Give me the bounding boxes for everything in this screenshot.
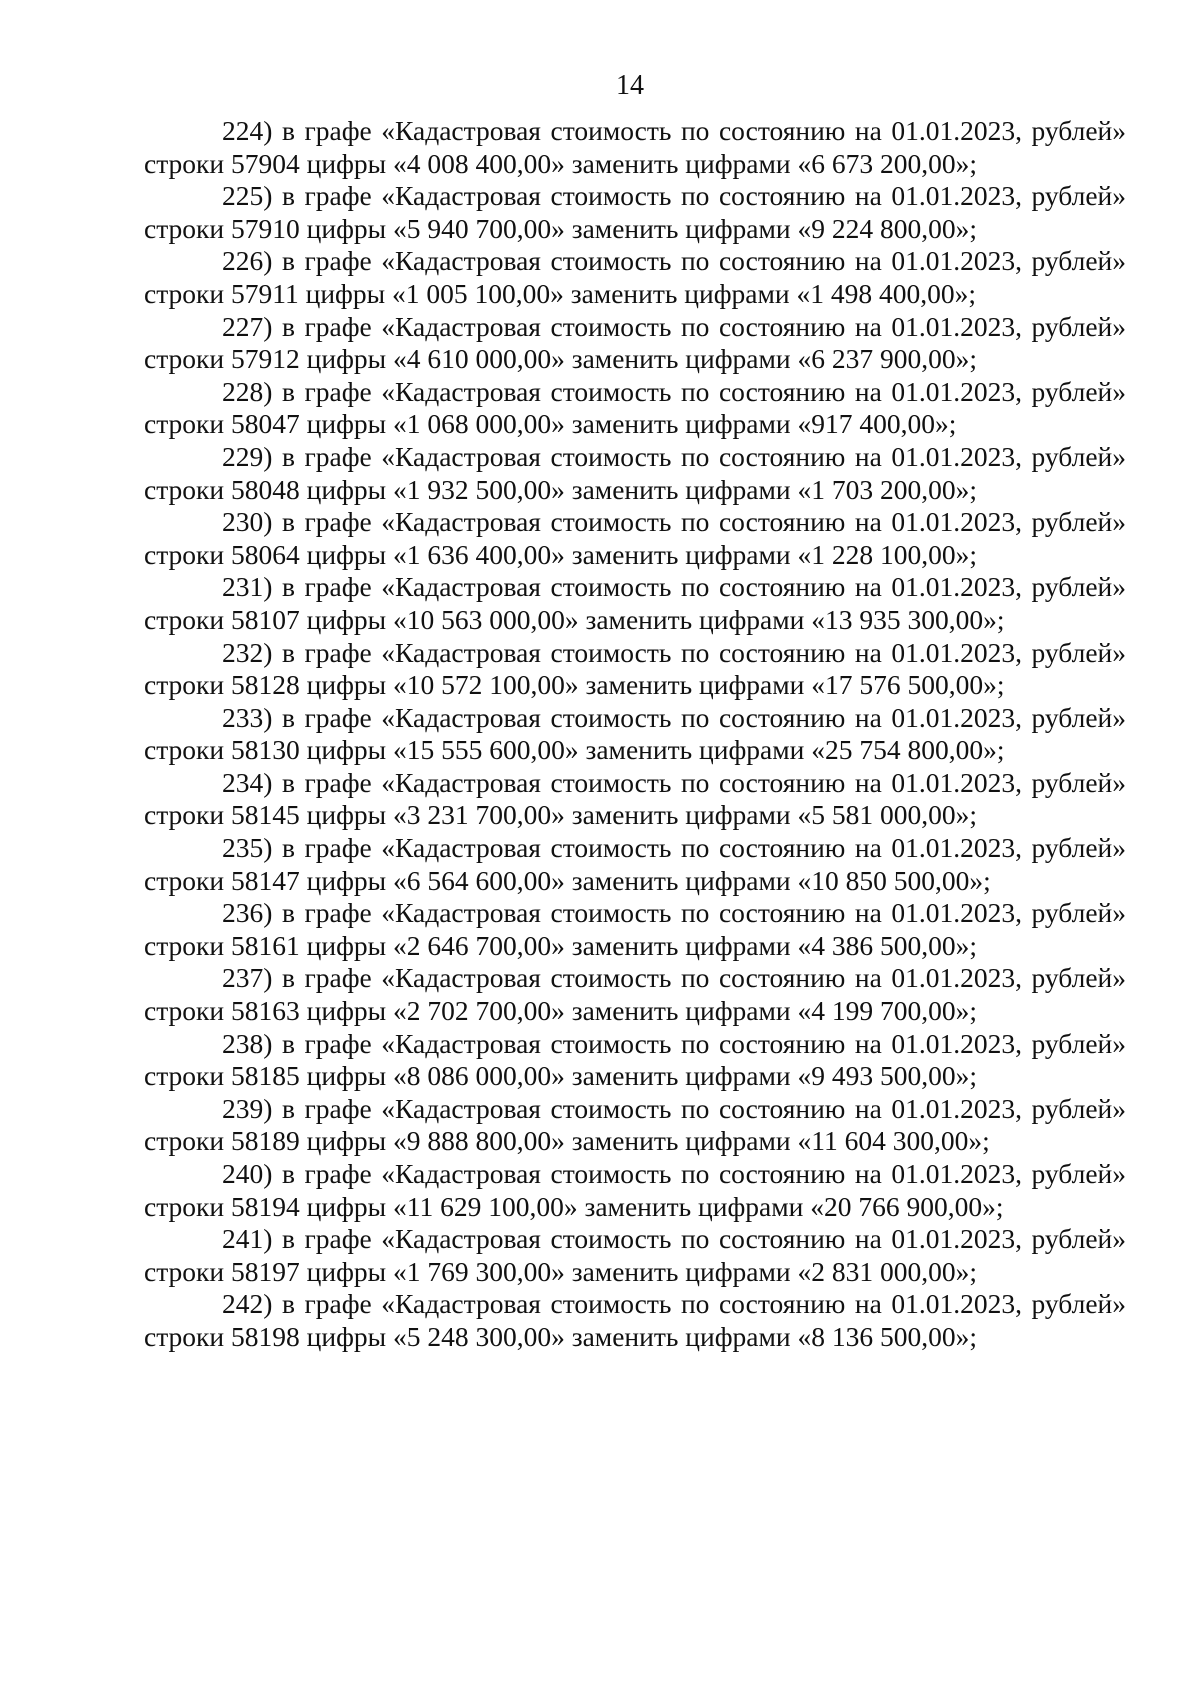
- amendment-item-232: 232) в графе «Кадастровая стоимость по состоянию на 01.01.2023, рублей» строки 58128 цифры «10 572 100,00» заменить цифрами «17 576 500,00»;: [144, 636, 1126, 701]
- amendment-item-237: 237) в графе «Кадастровая стоимость по состоянию на 01.01.2023, рублей» строки 58163 цифры «2 702 700,00» заменить цифрами «4 199 700,00»;: [144, 962, 1126, 1027]
- amendment-item-238: 238) в графе «Кадастровая стоимость по состоянию на 01.01.2023, рублей» строки 58185 цифры «8 086 000,00» заменить цифрами «9 493 500,00»;: [144, 1027, 1126, 1092]
- amendment-item-225: 225) в графе «Кадастровая стоимость по состоянию на 01.01.2023, рублей» строки 57910 цифры «5 940 700,00» заменить цифрами «9 224 800,00»;: [144, 180, 1126, 244]
- amendment-item-229: 229) в графе «Кадастровая стоимость по состоянию на 01.01.2023, рублей» строки 58048 цифры «1 932 500,00» заменить цифрами «1 703 200,00»;: [144, 440, 1126, 505]
- amendment-item-236: 236) в графе «Кадастровая стоимость по состоянию на 01.01.2023, рублей» строки 58161 цифры «2 646 700,00» заменить цифрами «4 386 500,00»;: [144, 897, 1126, 961]
- amendment-item-240: 240) в графе «Кадастровая стоимость по состоянию на 01.01.2023, рублей» строки 58194 цифры «11 629 100,00» заменить цифрами «20 766 900,00»;: [144, 1158, 1126, 1222]
- amendment-item-239: 239) в графе «Кадастровая стоимость по состоянию на 01.01.2023, рублей» строки 58189 цифры «9 888 800,00» заменить цифрами «11 604 300,00»;: [144, 1092, 1126, 1157]
- amendment-item-242: 242) в графе «Кадастровая стоимость по состоянию на 01.01.2023, рублей» строки 58198 цифры «5 248 300,00» заменить цифрами «8 136 500,00»;: [144, 1288, 1126, 1352]
- amendment-item-227: 227) в графе «Кадастровая стоимость по состоянию на 01.01.2023, рублей» строки 57912 цифры «4 610 000,00» заменить цифрами «6 237 900,00»;: [144, 310, 1126, 375]
- amendment-item-235: 235) в графе «Кадастровая стоимость по состоянию на 01.01.2023, рублей» строки 58147 цифры «6 564 600,00» заменить цифрами «10 850 500,00»;: [144, 832, 1126, 896]
- amendment-item-231: 231) в графе «Кадастровая стоимость по состоянию на 01.01.2023, рублей» строки 58107 цифры «10 563 000,00» заменить цифрами «13 935 300,00»;: [144, 571, 1126, 635]
- amendment-item-230: 230) в графе «Кадастровая стоимость по состоянию на 01.01.2023, рублей» строки 58064 цифры «1 636 400,00» заменить цифрами «1 228 100,00»;: [144, 506, 1126, 570]
- amendment-item-226: 226) в графе «Кадастровая стоимость по состоянию на 01.01.2023, рублей» строки 57911 цифры «1 005 100,00» заменить цифрами «1 498 400,00»;: [144, 245, 1126, 309]
- amendment-item-233: 233) в графе «Кадастровая стоимость по состоянию на 01.01.2023, рублей» строки 58130 цифры «15 555 600,00» заменить цифрами «25 754 800,00»;: [144, 701, 1126, 766]
- amendment-item-241: 241) в графе «Кадастровая стоимость по состоянию на 01.01.2023, рублей» строки 58197 цифры «1 769 300,00» заменить цифрами «2 831 000,00»;: [144, 1223, 1126, 1287]
- amendment-item-234: 234) в графе «Кадастровая стоимость по состоянию на 01.01.2023, рублей» строки 58145 цифры «3 231 700,00» заменить цифрами «5 581 000,00»;: [144, 766, 1126, 831]
- amendment-list: [144, 115, 1126, 1354]
- page-number: 14: [616, 70, 644, 101]
- amendment-item-228: 228) в графе «Кадастровая стоимость по состоянию на 01.01.2023, рублей» строки 58047 цифры «1 068 000,00» заменить цифрами «917 400,00»;: [144, 375, 1126, 440]
- amendment-item-224: 224) в графе «Кадастровая стоимость по состоянию на 01.01.2023, рублей» строки 57904 цифры «4 008 400,00» заменить цифрами «6 673 200,00»;: [144, 115, 1126, 179]
